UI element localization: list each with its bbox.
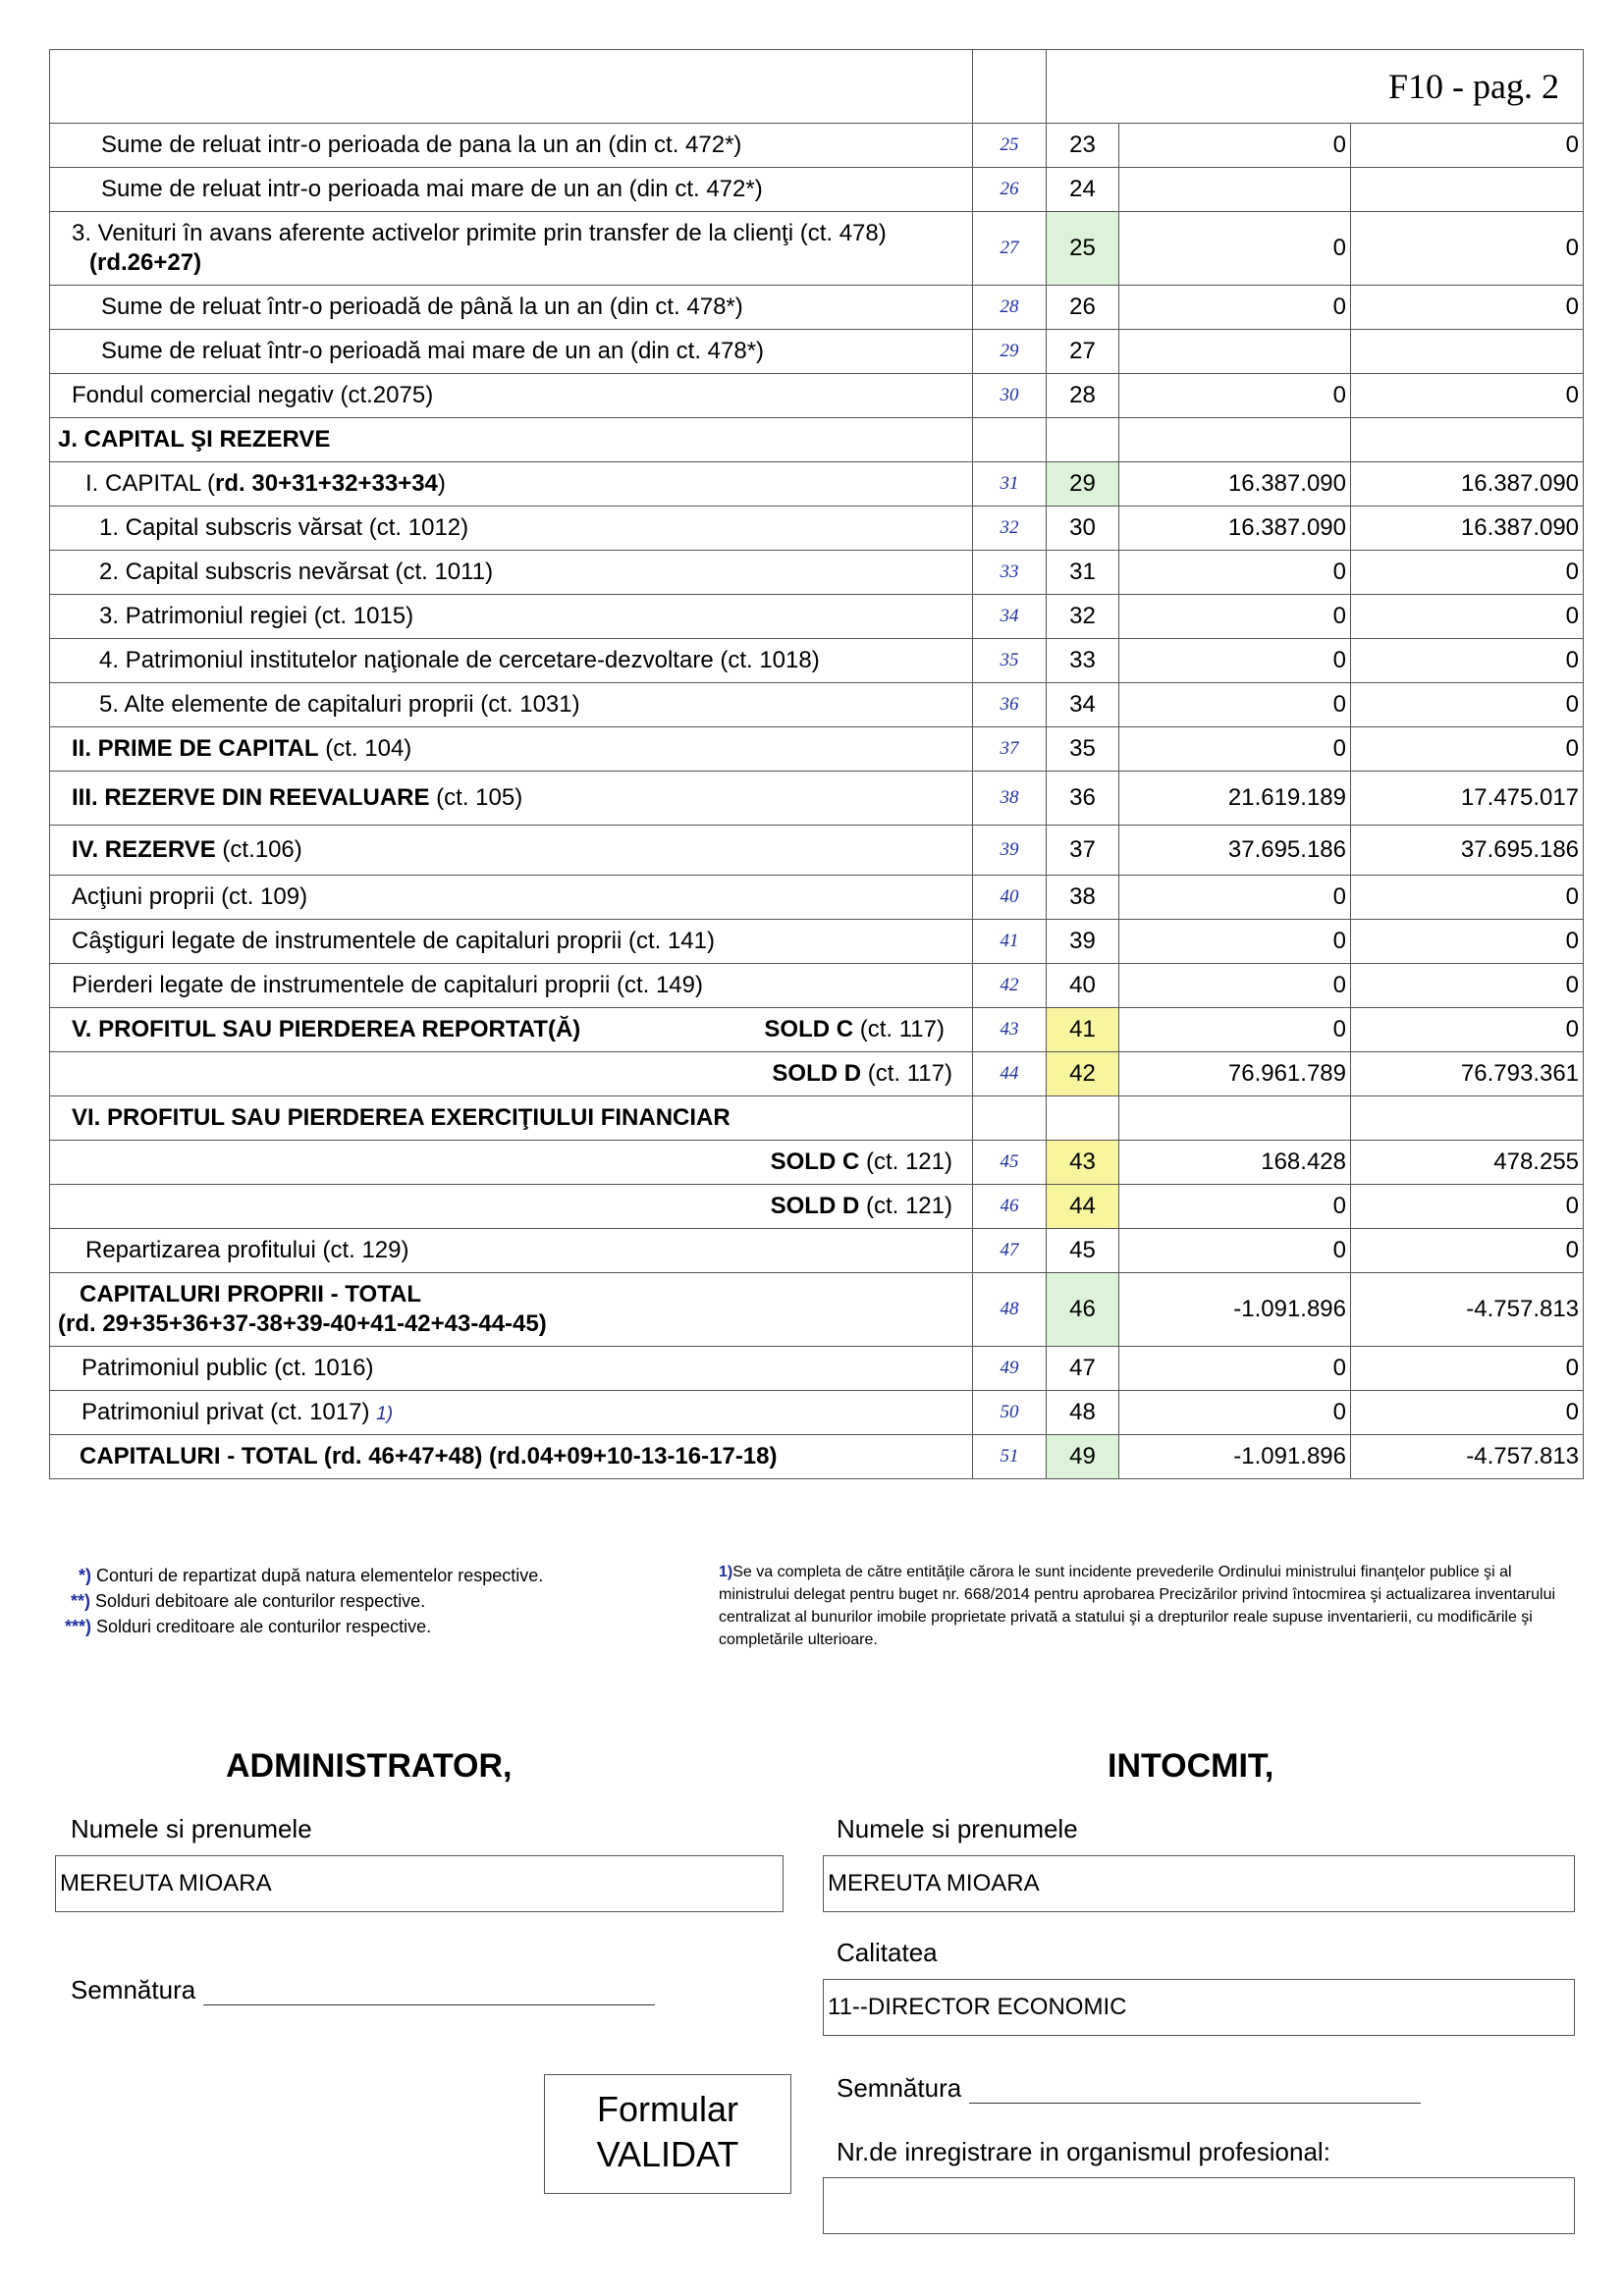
value-current: 0 (1351, 876, 1584, 920)
header-empty (50, 50, 973, 124)
value-previous: 37.695.186 (1119, 826, 1351, 876)
row-label (50, 1052, 973, 1096)
row-label-text: I. CAPITAL ( (85, 470, 216, 497)
row-label: Sume de reluat intr-o perioada mai mare de un an (din ct. 472*) (50, 168, 973, 212)
sold-account: (ct. 117) (853, 1016, 945, 1042)
value-previous: 0 (1119, 1229, 1351, 1273)
row-code: 37 (973, 727, 1047, 772)
value-previous: 168.428 (1119, 1141, 1351, 1185)
table-row (50, 1141, 1584, 1185)
row-label-account: (ct. 105) (429, 784, 523, 811)
row-number: 27 (1047, 330, 1119, 374)
row-label-text: II. PRIME DE CAPITAL (72, 735, 319, 762)
value-current: 0 (1351, 124, 1584, 168)
signature-label: Semnătura (71, 1975, 196, 2004)
row-label-suffix: ) (437, 470, 446, 497)
row-code: 43 (973, 1008, 1047, 1052)
table-row (50, 920, 1584, 964)
row-label: Patrimoniul public (ct. 1016) (50, 1347, 973, 1391)
sold-account: (ct. 117) (861, 1060, 952, 1087)
value-current: 0 (1351, 1229, 1584, 1273)
row-label: Câştiguri legate de instrumentele de capitaluri proprii (ct. 141) (50, 920, 973, 964)
row-number: 26 (1047, 286, 1119, 330)
section-row (50, 1096, 1584, 1141)
row-number: 37 (1047, 826, 1119, 876)
row-code: 39 (973, 826, 1047, 876)
value-previous: 0 (1119, 374, 1351, 418)
sold-label: SOLD D (772, 1060, 862, 1087)
value-previous: 0 (1119, 876, 1351, 920)
table-row (50, 507, 1584, 551)
table-row (50, 1008, 1584, 1052)
value-previous: 0 (1119, 1008, 1351, 1052)
intocmit-name-field[interactable]: MEREUTA MIOARA (823, 1855, 1575, 1912)
row-number: 34 (1047, 683, 1119, 727)
row-number: 49 (1047, 1435, 1119, 1479)
row-label: Pierderi legate de instrumentele de capitaluri proprii (ct. 149) (50, 964, 973, 1008)
row-code: 31 (973, 462, 1047, 507)
row-label (50, 462, 973, 507)
row-code: 46 (973, 1185, 1047, 1229)
row-label-account: (ct. 104) (318, 735, 412, 762)
row-number: 44 (1047, 1185, 1119, 1229)
intocmit-name-label: Numele si prenumele (837, 1814, 1078, 1843)
value-previous: 16.387.090 (1119, 507, 1351, 551)
row-number: 46 (1047, 1273, 1119, 1347)
row-code: 42 (973, 964, 1047, 1008)
row-number: 33 (1047, 639, 1119, 683)
row-label (50, 1185, 973, 1229)
intocmit-heading: INTOCMIT, (1108, 1747, 1274, 1785)
value-previous: 0 (1119, 212, 1351, 286)
balance-sheet-table (49, 49, 1584, 1479)
row-number: 41 (1047, 1008, 1119, 1052)
value-current: 16.387.090 (1351, 507, 1584, 551)
row-number: 42 (1047, 1052, 1119, 1096)
value-current: 0 (1351, 212, 1584, 286)
value-current: 0 (1351, 920, 1584, 964)
footnote-right: 1)Se va completa de către entităţile cărora le sunt incidente prevederile Ordinului ministrului finanţelor publice şi al ministrului delegat pentru buget nr. 668/2014 pentru aprobarea Precizărilor privind întocmirea şi actualizarea inventarului centralizat al bunurilor imobile proprietate privată a statului şi a drepturilor reale supuse inventarierii, cu modificările şi completările ulterioare. (719, 1564, 1556, 1648)
table-row (50, 1273, 1584, 1347)
table-row (50, 639, 1584, 683)
value-current: 76.793.361 (1351, 1052, 1584, 1096)
calitate-label: Calitatea (837, 1938, 938, 1967)
table-row (50, 330, 1584, 374)
stamp-line-1: Formular (596, 2089, 739, 2129)
section-heading: VI. PROFITUL SAU PIERDEREA EXERCIŢIULUI FINANCIAR (50, 1096, 973, 1141)
row-formula: (rd. 29+35+36+37-38+39-40+41-42+43-44-45) (58, 1310, 547, 1337)
row-label (50, 212, 973, 286)
row-number: 43 (1047, 1141, 1119, 1185)
row-code: 32 (973, 507, 1047, 551)
row-code: 45 (973, 1141, 1047, 1185)
value-current: 0 (1351, 1008, 1584, 1052)
value-previous: 0 (1119, 727, 1351, 772)
row-label: 3. Patrimoniul regiei (ct. 1015) (50, 595, 973, 639)
table-row (50, 212, 1584, 286)
row-formula: rd. 30+31+32+33+34 (215, 470, 438, 497)
table-row (50, 462, 1584, 507)
value-current: 0 (1351, 1185, 1584, 1229)
row-code: 51 (973, 1435, 1047, 1479)
value-current: 0 (1351, 1347, 1584, 1391)
row-code: 50 (973, 1391, 1047, 1435)
validated-stamp (544, 2074, 791, 2194)
calitate-field[interactable]: 11--DIRECTOR ECONOMIC (823, 1979, 1575, 2036)
row-label-text: CAPITALURI PROPRII - TOTAL (80, 1281, 421, 1308)
row-number: 24 (1047, 168, 1119, 212)
value-previous: 0 (1119, 1347, 1351, 1391)
value-previous: 16.387.090 (1119, 462, 1351, 507)
table-row (50, 1435, 1584, 1479)
row-code: 30 (973, 374, 1047, 418)
stamp-line-2: VALIDAT (596, 2134, 739, 2174)
footnote-ref: 1) (376, 1404, 394, 1424)
footnote-2: **) Solduri debitoare ale conturilor respective. (71, 1591, 426, 1611)
value-previous: 0 (1119, 595, 1351, 639)
registration-label: Nr.de inregistrare in organismul profesional: (837, 2137, 1330, 2166)
table-row (50, 772, 1584, 826)
value-previous: 0 (1119, 1391, 1351, 1435)
table-row (50, 876, 1584, 920)
row-code: 26 (973, 168, 1047, 212)
row-code: 33 (973, 551, 1047, 595)
row-number: 32 (1047, 595, 1119, 639)
row-number: 39 (1047, 920, 1119, 964)
row-number: 38 (1047, 876, 1119, 920)
table-row (50, 286, 1584, 330)
row-number: 23 (1047, 124, 1119, 168)
administrator-name-field[interactable]: MEREUTA MIOARA (55, 1855, 784, 1912)
table-row (50, 1052, 1584, 1096)
value-current: 478.255 (1351, 1141, 1584, 1185)
value-current: 0 (1351, 683, 1584, 727)
value-current: -4.757.813 (1351, 1435, 1584, 1479)
value-previous: -1.091.896 (1119, 1435, 1351, 1479)
row-number: 25 (1047, 212, 1119, 286)
value-previous (1119, 168, 1351, 212)
table-row (50, 595, 1584, 639)
row-label: CAPITALURI - TOTAL (rd. 46+47+48) (rd.04+09+10-13-16-17-18) (50, 1435, 973, 1479)
value-current: 17.475.017 (1351, 772, 1584, 826)
row-code: 40 (973, 876, 1047, 920)
value-current: 0 (1351, 1391, 1584, 1435)
sold-label: SOLD C (764, 1016, 854, 1042)
sold-account: (ct. 121) (859, 1148, 952, 1175)
value-previous: 0 (1119, 683, 1351, 727)
table-row (50, 1391, 1584, 1435)
sold-label: SOLD C (770, 1148, 860, 1175)
row-number: 45 (1047, 1229, 1119, 1273)
footnote-3: ***) Solduri creditoare ale conturilor respective. (65, 1617, 432, 1636)
row-label: 4. Patrimoniul institutelor naţionale de cercetare-dezvoltare (ct. 1018) (50, 639, 973, 683)
row-label (50, 727, 973, 772)
row-label-text: 3. Venituri în avans aferente activelor primite prin transfer de la clienţi (ct. 478) (72, 220, 887, 246)
row-label-text: V. PROFITUL SAU PIERDEREA REPORTAT(Ă) (72, 1016, 581, 1042)
footnote-1: *) Conturi de repartizat după natura elementelor respective. (79, 1566, 544, 1585)
value-previous: 0 (1119, 124, 1351, 168)
row-code: 36 (973, 683, 1047, 727)
registration-field[interactable] (823, 2177, 1575, 2234)
row-formula: (rd.26+27) (89, 249, 202, 276)
row-number: 47 (1047, 1347, 1119, 1391)
value-previous: 0 (1119, 964, 1351, 1008)
table-row (50, 124, 1584, 168)
row-number: 29 (1047, 462, 1119, 507)
row-label (50, 826, 973, 876)
row-number: 36 (1047, 772, 1119, 826)
row-label (50, 772, 973, 826)
value-current: 0 (1351, 727, 1584, 772)
row-number: 31 (1047, 551, 1119, 595)
value-current: 0 (1351, 639, 1584, 683)
administrator-name-label: Numele si prenumele (71, 1814, 312, 1843)
row-code: 29 (973, 330, 1047, 374)
value-current (1351, 168, 1584, 212)
row-label-text: IV. REZERVE (72, 836, 216, 863)
row-label: Repartizarea profitului (ct. 129) (50, 1229, 973, 1273)
row-code: 49 (973, 1347, 1047, 1391)
row-number: 30 (1047, 507, 1119, 551)
value-current (1351, 330, 1584, 374)
table-row (50, 374, 1584, 418)
row-label-account: (ct.106) (215, 836, 302, 863)
row-code: 35 (973, 639, 1047, 683)
row-code: 28 (973, 286, 1047, 330)
value-previous: 21.619.189 (1119, 772, 1351, 826)
value-current: 0 (1351, 595, 1584, 639)
row-number: 28 (1047, 374, 1119, 418)
value-previous: -1.091.896 (1119, 1273, 1351, 1347)
row-label: Sume de reluat intr-o perioada de pana la un an (din ct. 472*) (50, 124, 973, 168)
table-row (50, 1229, 1584, 1273)
row-number: 35 (1047, 727, 1119, 772)
value-current: 16.387.090 (1351, 462, 1584, 507)
value-current: -4.757.813 (1351, 1273, 1584, 1347)
table-row (50, 168, 1584, 212)
row-label-text: III. REZERVE DIN REEVALUARE (72, 784, 430, 811)
row-label: 1. Capital subscris vărsat (ct. 1012) (50, 507, 973, 551)
section-heading: J. CAPITAL ŞI REZERVE (50, 418, 973, 462)
administrator-signature[interactable] (71, 1975, 655, 2005)
value-previous: 0 (1119, 1185, 1351, 1229)
table-row (50, 826, 1584, 876)
value-previous: 76.961.789 (1119, 1052, 1351, 1096)
value-previous: 0 (1119, 920, 1351, 964)
row-label: 2. Capital subscris nevărsat (ct. 1011) (50, 551, 973, 595)
row-number: 40 (1047, 964, 1119, 1008)
value-previous (1119, 330, 1351, 374)
row-code: 27 (973, 212, 1047, 286)
row-label (50, 1008, 973, 1052)
table-row (50, 964, 1584, 1008)
page-label: F10 - pag. 2 (1388, 67, 1560, 106)
table-row (50, 1185, 1584, 1229)
row-label: Sume de reluat într-o perioadă mai mare de un an (din ct. 478*) (50, 330, 973, 374)
value-previous: 0 (1119, 551, 1351, 595)
row-label-text: Patrimoniul privat (ct. 1017) (81, 1399, 370, 1425)
signature-line[interactable] (203, 1983, 655, 2005)
row-label (50, 1141, 973, 1185)
row-code: 38 (973, 772, 1047, 826)
row-label: 5. Alte elemente de capitaluri proprii (ct. 1031) (50, 683, 973, 727)
value-current: 0 (1351, 286, 1584, 330)
row-code: 47 (973, 1229, 1047, 1273)
row-code: 48 (973, 1273, 1047, 1347)
sold-label: SOLD D (770, 1193, 860, 1219)
row-label: Fondul comercial negativ (ct.2075) (50, 374, 973, 418)
table-row (50, 551, 1584, 595)
row-label: Acţiuni proprii (ct. 109) (50, 876, 973, 920)
signature-line[interactable] (969, 2081, 1421, 2104)
row-label (50, 1391, 973, 1435)
table-row (50, 1347, 1584, 1391)
value-previous: 0 (1119, 286, 1351, 330)
section-row (50, 418, 1584, 462)
row-code: 41 (973, 920, 1047, 964)
value-current: 37.695.186 (1351, 826, 1584, 876)
value-current: 0 (1351, 374, 1584, 418)
row-code: 34 (973, 595, 1047, 639)
row-number: 48 (1047, 1391, 1119, 1435)
sold-account: (ct. 121) (859, 1193, 952, 1219)
header-row (50, 50, 1584, 124)
administrator-heading: ADMINISTRATOR, (226, 1747, 513, 1785)
row-code: 44 (973, 1052, 1047, 1096)
value-previous: 0 (1119, 639, 1351, 683)
table-row (50, 727, 1584, 772)
row-label (50, 1273, 973, 1347)
value-current: 0 (1351, 551, 1584, 595)
table-row (50, 683, 1584, 727)
row-label: Sume de reluat într-o perioadă de până la un an (din ct. 478*) (50, 286, 973, 330)
value-current: 0 (1351, 964, 1584, 1008)
row-code: 25 (973, 124, 1047, 168)
signature-label: Semnătura (837, 2073, 962, 2103)
intocmit-signature[interactable] (837, 2073, 1421, 2104)
